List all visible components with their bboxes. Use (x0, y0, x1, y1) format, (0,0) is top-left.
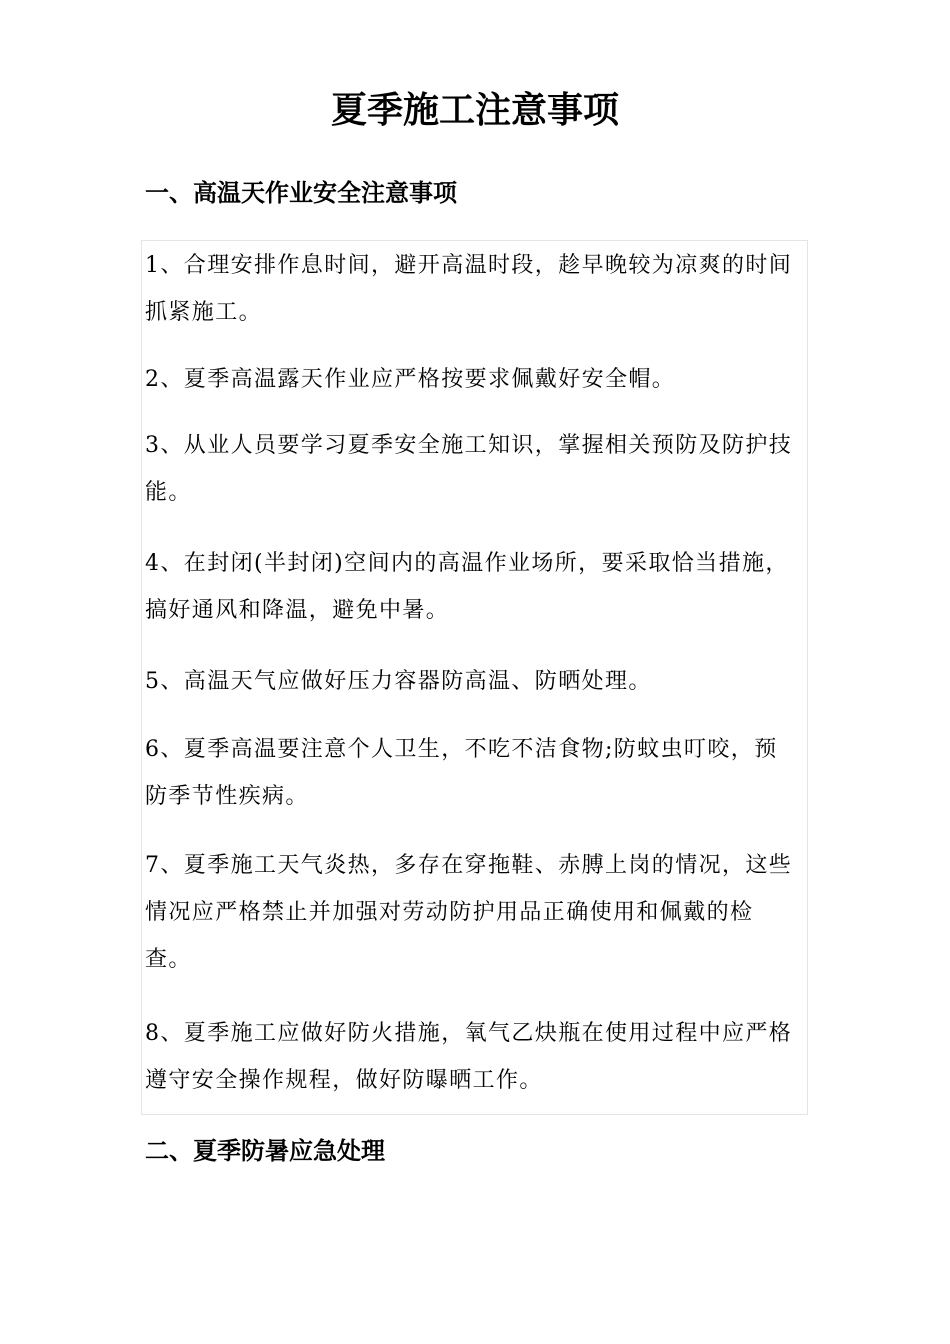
section-heading-heatstroke-emergency: 二、夏季防暑应急处理 (145, 1136, 385, 1165)
list-item: 4、在封闭(半封闭)空间内的高温作业场所，要采取恰当措施，搞好通风和降温，避免中暑。 (145, 551, 789, 623)
list-item: 8、夏季施工应做好防火措施，氧气乙炔瓶在使用过程中应严格遵守安全操作规程，做好防曝晒工作。 (145, 1021, 793, 1093)
list-item: 7、夏季施工天气炎热，多存在穿拖鞋、赤膊上岗的情况，这些情况应严格禁止并加强对劳动防护用品正确使用和佩戴的检查。 (145, 853, 793, 972)
document-title: 夏季施工注意事项 (330, 90, 619, 131)
list-item: 5、高温天气应做好压力容器防高温、防晒处理。 (145, 669, 652, 694)
list-item: 6、夏季高温要注意个人卫生，不吃不洁食物;防蚊虫叮咬，预防季节性疾病。 (145, 737, 778, 809)
list-item: 2、夏季高温露天作业应严格按要求佩戴好安全帽。 (145, 367, 676, 392)
section-heading-high-temperature-safety: 一、高温天作业安全注意事项 (145, 178, 457, 207)
list-item: 3、从业人员要学习夏季安全施工知识，掌握相关预防及防护技能。 (145, 433, 793, 505)
list-item: 1、合理安排作息时间，避开高温时段，趁早晚较为凉爽的时间抓紧施工。 (145, 253, 793, 325)
